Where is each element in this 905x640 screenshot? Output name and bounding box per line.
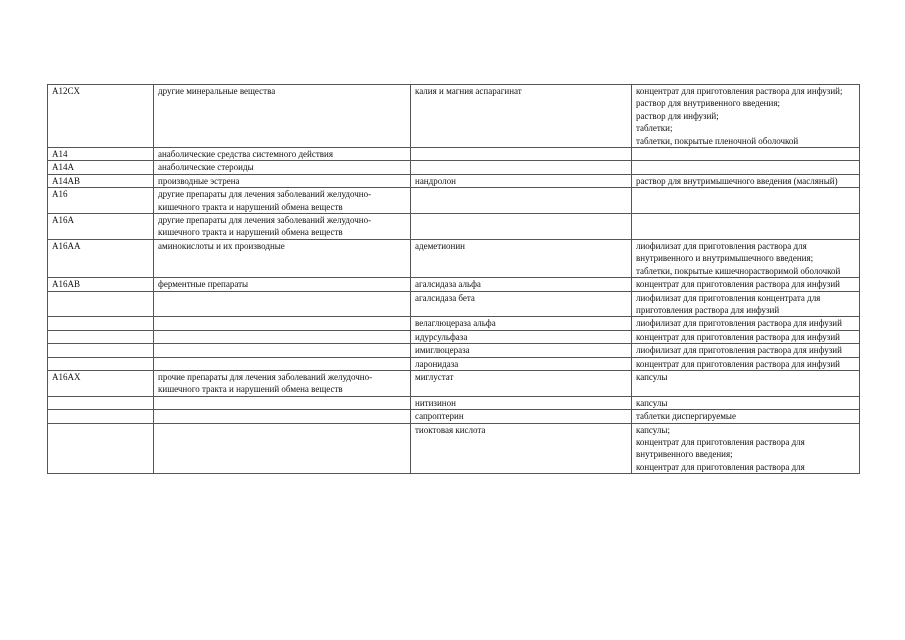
atc-code-cell bbox=[48, 344, 154, 357]
dosage-form-cell: лиофилизат для приготовления концентрата для приготовления раствора для инфузий bbox=[632, 291, 860, 317]
table-row bbox=[48, 330, 860, 343]
substance-cell: миглустат bbox=[411, 370, 632, 396]
substance-cell: агалсидаза бета bbox=[411, 291, 632, 317]
substance-cell: нандролон bbox=[411, 174, 632, 187]
dosage-form-cell: концентрат для приготовления раствора для инфузий; раствор для внутривенного введения; раствор для инфузий; таблетки; таблетки, покрытые пленочной оболочкой bbox=[632, 85, 860, 148]
table-row bbox=[48, 148, 860, 161]
group-name-cell bbox=[154, 423, 411, 474]
dosage-form-cell: капсулы bbox=[632, 396, 860, 409]
group-name-cell: производные эстрена bbox=[154, 174, 411, 187]
atc-code-cell bbox=[48, 396, 154, 409]
group-name-cell bbox=[154, 357, 411, 370]
table-row bbox=[48, 344, 860, 357]
atc-code-cell: A16AX bbox=[48, 370, 154, 396]
dosage-form-cell: концентрат для приготовления раствора для инфузий bbox=[632, 357, 860, 370]
atc-code-cell: A16 bbox=[48, 188, 154, 214]
substance-cell: тиоктовая кислота bbox=[411, 423, 632, 474]
atc-code-cell: A14 bbox=[48, 148, 154, 161]
dosage-form-cell bbox=[632, 214, 860, 240]
substance-cell bbox=[411, 188, 632, 214]
substance-cell bbox=[411, 214, 632, 240]
dosage-form-cell: лиофилизат для приготовления раствора для внутривенного и внутримышечного введения; таблетки, покрытые кишечнорастворимой оболочкой bbox=[632, 239, 860, 277]
table-row bbox=[48, 278, 860, 291]
dosage-form-cell bbox=[632, 188, 860, 214]
dosage-form-cell: таблетки диспергируемые bbox=[632, 410, 860, 423]
dosage-form-cell: лиофилизат для приготовления раствора для инфузий bbox=[632, 317, 860, 330]
table-row bbox=[48, 174, 860, 187]
atc-code-cell bbox=[48, 357, 154, 370]
substance-cell: сапроптерин bbox=[411, 410, 632, 423]
group-name-cell bbox=[154, 396, 411, 409]
atc-code-cell bbox=[48, 410, 154, 423]
substance-cell: нитизинон bbox=[411, 396, 632, 409]
table-row bbox=[48, 370, 860, 396]
group-name-cell: анаболические стероиды bbox=[154, 161, 411, 174]
table-row bbox=[48, 239, 860, 277]
dosage-form-cell: лиофилизат для приготовления раствора для инфузий bbox=[632, 344, 860, 357]
group-name-cell bbox=[154, 330, 411, 343]
table-row bbox=[48, 188, 860, 214]
group-name-cell bbox=[154, 291, 411, 317]
atc-code-cell bbox=[48, 330, 154, 343]
table-row bbox=[48, 161, 860, 174]
substance-cell: адеметионин bbox=[411, 239, 632, 277]
atc-code-cell: A16A bbox=[48, 214, 154, 240]
table-row bbox=[48, 357, 860, 370]
table-row bbox=[48, 85, 860, 148]
atc-code-cell: A12CX bbox=[48, 85, 154, 148]
atc-code-cell: A16AA bbox=[48, 239, 154, 277]
dosage-form-cell: капсулы bbox=[632, 370, 860, 396]
group-name-cell: другие препараты для лечения заболеваний желудочно-кишечного тракта и нарушений обмена веществ bbox=[154, 188, 411, 214]
dosage-form-cell: капсулы; концентрат для приготовления раствора для внутривенного введения; концентрат для приготовления раствора для bbox=[632, 423, 860, 474]
drug-classification-table bbox=[47, 84, 860, 474]
table-row bbox=[48, 317, 860, 330]
substance-cell bbox=[411, 161, 632, 174]
dosage-form-cell: концентрат для приготовления раствора для инфузий bbox=[632, 330, 860, 343]
group-name-cell: ферментные препараты bbox=[154, 278, 411, 291]
substance-cell: ларонидаза bbox=[411, 357, 632, 370]
atc-code-cell: A14AB bbox=[48, 174, 154, 187]
table-row bbox=[48, 214, 860, 240]
atc-code-cell bbox=[48, 423, 154, 474]
group-name-cell: другие препараты для лечения заболеваний желудочно-кишечного тракта и нарушений обмена веществ bbox=[154, 214, 411, 240]
dosage-form-cell: концентрат для приготовления раствора для инфузий bbox=[632, 278, 860, 291]
substance-cell: велаглюцераза альфа bbox=[411, 317, 632, 330]
atc-code-cell: A14A bbox=[48, 161, 154, 174]
table-row bbox=[48, 396, 860, 409]
group-name-cell: анаболические средства системного действия bbox=[154, 148, 411, 161]
table-row bbox=[48, 423, 860, 474]
group-name-cell: другие минеральные вещества bbox=[154, 85, 411, 148]
group-name-cell bbox=[154, 410, 411, 423]
dosage-form-cell: раствор для внутримышечного введения (масляный) bbox=[632, 174, 860, 187]
substance-cell bbox=[411, 148, 632, 161]
group-name-cell: прочие препараты для лечения заболеваний желудочно-кишечного тракта и нарушений обмена веществ bbox=[154, 370, 411, 396]
table-row bbox=[48, 291, 860, 317]
atc-code-cell bbox=[48, 291, 154, 317]
dosage-form-cell bbox=[632, 161, 860, 174]
group-name-cell: аминокислоты и их производные bbox=[154, 239, 411, 277]
table-row bbox=[48, 410, 860, 423]
atc-code-cell: A16AB bbox=[48, 278, 154, 291]
substance-cell: агалсидаза альфа bbox=[411, 278, 632, 291]
substance-cell: идурсульфаза bbox=[411, 330, 632, 343]
group-name-cell bbox=[154, 344, 411, 357]
substance-cell: имиглюцераза bbox=[411, 344, 632, 357]
atc-code-cell bbox=[48, 317, 154, 330]
dosage-form-cell bbox=[632, 148, 860, 161]
substance-cell: калия и магния аспарагинат bbox=[411, 85, 632, 148]
group-name-cell bbox=[154, 317, 411, 330]
